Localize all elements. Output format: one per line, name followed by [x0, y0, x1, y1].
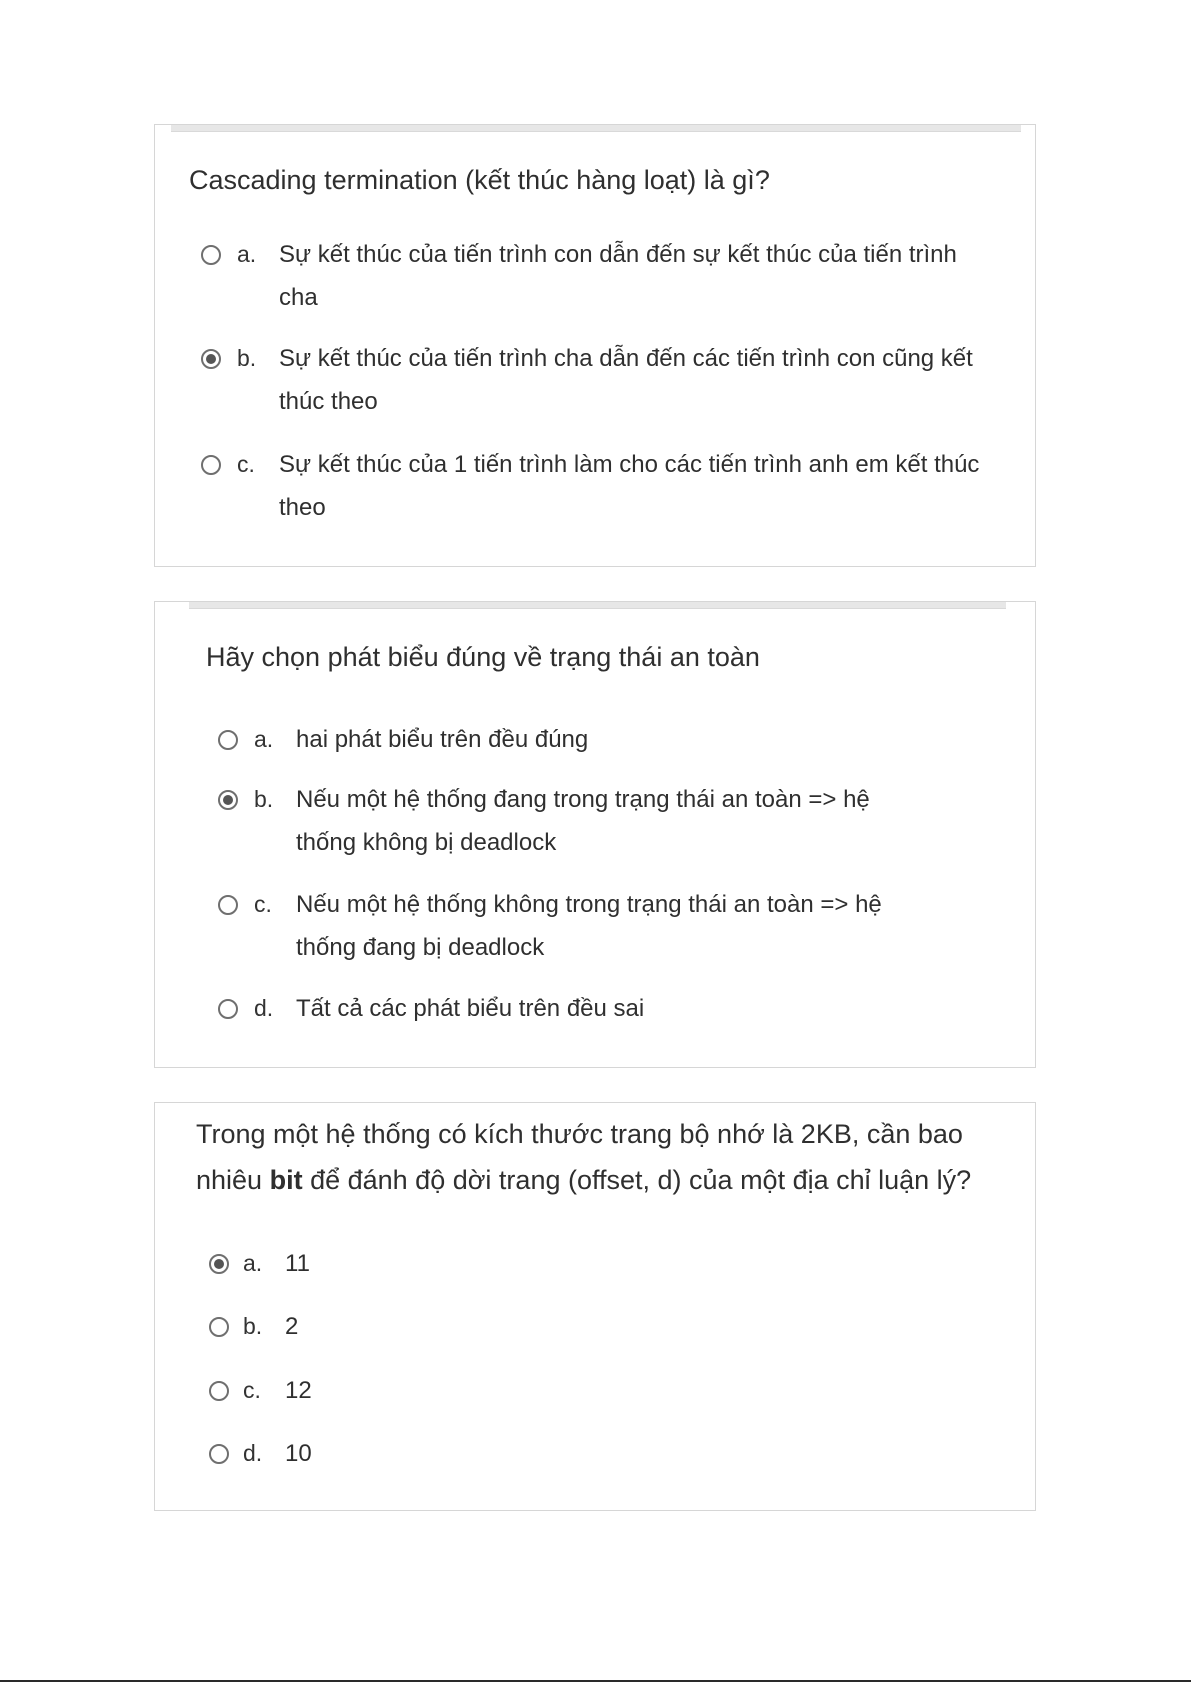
radio-button[interactable]: [218, 999, 238, 1019]
radio-button-selected[interactable]: [218, 790, 238, 810]
option-letter: d.: [243, 1440, 263, 1466]
option-letter: c.: [243, 1377, 261, 1403]
option-text: 2: [285, 1313, 299, 1340]
radio-button-selected[interactable]: [201, 349, 221, 369]
answer-option-d[interactable]: [209, 1432, 509, 1475]
question-card-2: [154, 601, 1036, 1068]
answer-option-c[interactable]: [209, 1369, 509, 1412]
answer-option-a[interactable]: [201, 233, 1001, 319]
card-top-border: [189, 602, 1006, 609]
answer-option-c[interactable]: [218, 883, 988, 969]
option-letter: c.: [237, 451, 255, 477]
option-text: 11: [285, 1250, 310, 1277]
option-letter: b.: [237, 345, 257, 371]
answer-option-b[interactable]: [201, 337, 1001, 423]
option-letter: a.: [243, 1250, 263, 1276]
answer-option-a[interactable]: [209, 1242, 509, 1285]
option-text: 10: [285, 1440, 312, 1467]
question-text: Hãy chọn phát biểu đúng về trạng thái an toàn: [206, 642, 760, 672]
radio-button[interactable]: [209, 1381, 229, 1401]
question-card-3: [154, 1102, 1036, 1511]
answer-option-d[interactable]: [218, 987, 988, 1030]
answer-option-c[interactable]: [201, 443, 1001, 529]
option-text: Nếu một hệ thống không trong trạng thái an toàn => hệ thống đang bị deadlock: [296, 891, 882, 961]
question-text-part1: Trong một hệ thống có kích thước trang bộ nhớ là 2KB, cần bao nhiêu: [196, 1119, 963, 1195]
question-text: [196, 1111, 1016, 1203]
page-bottom-divider: [0, 1680, 1191, 1682]
question-text-bold: bit: [269, 1165, 303, 1195]
option-text: Tất cả các phát biểu trên đều sai: [296, 995, 645, 1022]
option-letter: a.: [237, 241, 257, 267]
option-text: Sự kết thúc của tiến trình con dẫn đến sự kết thúc của tiến trình cha: [279, 241, 957, 311]
option-letter: b.: [243, 1313, 263, 1339]
option-letter: a.: [254, 726, 274, 752]
question-text: Cascading termination (kết thúc hàng loạt) là gì?: [189, 165, 770, 195]
option-text: Sự kết thúc của 1 tiến trình làm cho các tiến trình anh em kết thúc theo: [279, 451, 980, 521]
answer-option-b[interactable]: [218, 778, 988, 864]
option-text: Nếu một hệ thống đang trong trạng thái an toàn => hệ thống không bị deadlock: [296, 786, 870, 856]
option-letter: c.: [254, 891, 272, 917]
radio-button[interactable]: [201, 245, 221, 265]
radio-button[interactable]: [201, 455, 221, 475]
option-letter: b.: [254, 786, 274, 812]
radio-button[interactable]: [218, 730, 238, 750]
option-text: 12: [285, 1377, 312, 1404]
radio-button[interactable]: [209, 1444, 229, 1464]
option-text: hai phát biểu trên đều đúng: [296, 726, 589, 753]
question-card-1: [154, 124, 1036, 567]
radio-button-selected[interactable]: [209, 1254, 229, 1274]
option-letter: d.: [254, 995, 274, 1021]
answer-option-a[interactable]: [218, 718, 988, 761]
card-top-border: [171, 125, 1021, 132]
option-text: Sự kết thúc của tiến trình cha dẫn đến các tiến trình con cũng kết thúc theo: [279, 345, 973, 415]
answer-option-b[interactable]: [209, 1305, 509, 1348]
radio-button[interactable]: [209, 1317, 229, 1337]
radio-button[interactable]: [218, 895, 238, 915]
question-text-part2: để đánh độ dời trang (offset, d) của một địa chỉ luận lý?: [302, 1165, 972, 1195]
